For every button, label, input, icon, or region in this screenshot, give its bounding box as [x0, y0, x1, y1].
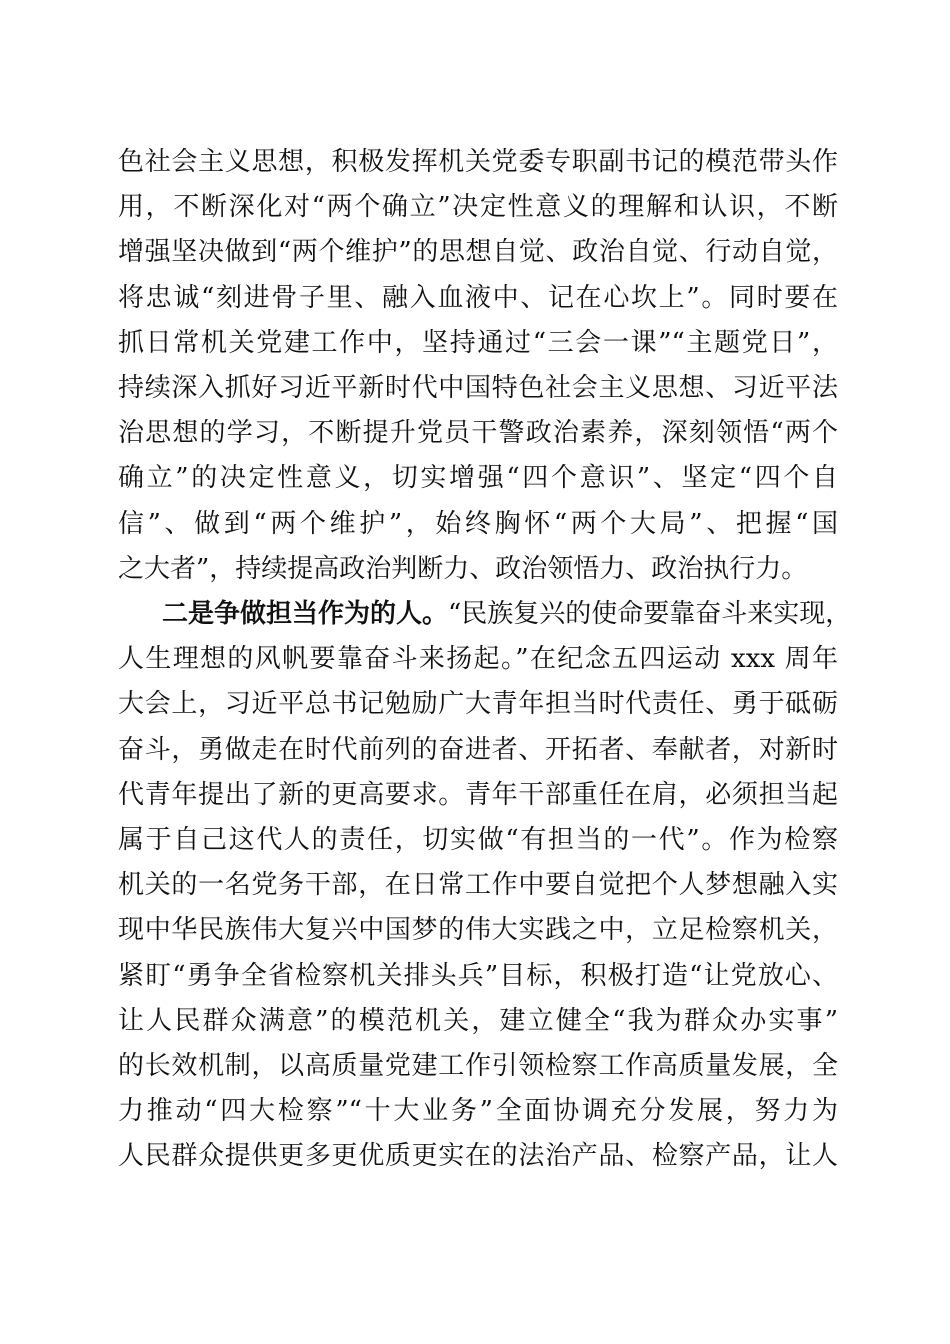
paragraph-1-line: 将忠诚“刻进骨子里、融入血液中、记在心坎上”。同时要在: [118, 282, 838, 313]
paragraph-2-line: 让人民群众满意”的模范机关，建立健全“我为群众办实事”: [118, 1005, 838, 1036]
paragraph-2-line: 奋斗，勇做走在时代前列的奋进者、开拓者、奉献者，对新时: [118, 734, 838, 765]
paragraph-2-first-line: [118, 592, 852, 637]
paragraph-1-line: 治思想的学习，不断提升党员干警政治素养，深刻领悟“两个: [118, 418, 838, 449]
paragraph-2-line: 大会上，习近平总书记勉励广大青年担当时代责任、勇于砥砺: [118, 689, 838, 720]
paragraph-1-line: 确立”的决定性意义，切实增强“四个意识”、坚定“四个自: [118, 463, 838, 494]
paragraph-2-lead-heading: 二是争做担当作为的人。: [162, 599, 449, 629]
paragraph-1-line: 持续深入抓好习近平新时代中国特色社会主义思想、习近平法: [118, 372, 838, 403]
paragraph-1: [118, 140, 838, 592]
paragraph-2-line: 力推动“四大检察”“十大业务”全面协调充分发展，努力为: [118, 1096, 838, 1127]
paragraph-2-first-line-text: “民族复兴的使命要靠奋斗来实现，: [448, 599, 852, 629]
paragraph-1-line: 抓日常机关党建工作中，坚持通过“三会一课”“主题党日”，: [118, 327, 838, 358]
paragraph-2: [118, 592, 852, 1179]
paragraph-2-line: 人生理想的风帆要靠奋斗来扬起。”在纪念五四运动 xxx 周年: [118, 644, 838, 675]
paragraph-2-line: 的长效机制，以高质量党建工作引领检察工作高质量发展，全: [118, 1050, 838, 1081]
paragraph-1-line: 信”、做到“两个维护”，始终胸怀“两个大局”、把握“国: [118, 508, 838, 539]
paragraph-1-line: 增强坚决做到“两个维护”的思想自觉、政治自觉、行动自觉，: [118, 237, 838, 268]
paragraph-2-line: 代青年提出了新的更高要求。青年干部重任在肩，必须担当起: [118, 779, 838, 810]
paragraph-1-line: 用，不断深化对“两个确立”决定性意义的理解和认识，不断: [118, 192, 838, 223]
paragraph-2-line: 机关的一名党务干部，在日常工作中要自觉把个人梦想融入实: [118, 870, 838, 901]
paragraph-1-line: 之大者”，持续提高政治判断力、政治领悟力、政治执行力。: [118, 553, 808, 584]
paragraph-1-line: 色社会主义思想，积极发挥机关党委专职副书记的模范带头作: [118, 147, 838, 177]
paragraph-2-line: 紧盯“勇争全省检察机关排头兵”目标，积极打造“让党放心、: [118, 960, 838, 991]
paragraph-2-line: 现中华民族伟大复兴中国梦的伟大实践之中，立足检察机关，: [118, 915, 838, 946]
paragraph-2-line: 属于自己这代人的责任，切实做“有担当的一代”。作为检察: [118, 824, 838, 855]
paragraph-2-line: 人民群众提供更多更优质更实在的法治产品、检察产品，让人: [118, 1141, 838, 1172]
